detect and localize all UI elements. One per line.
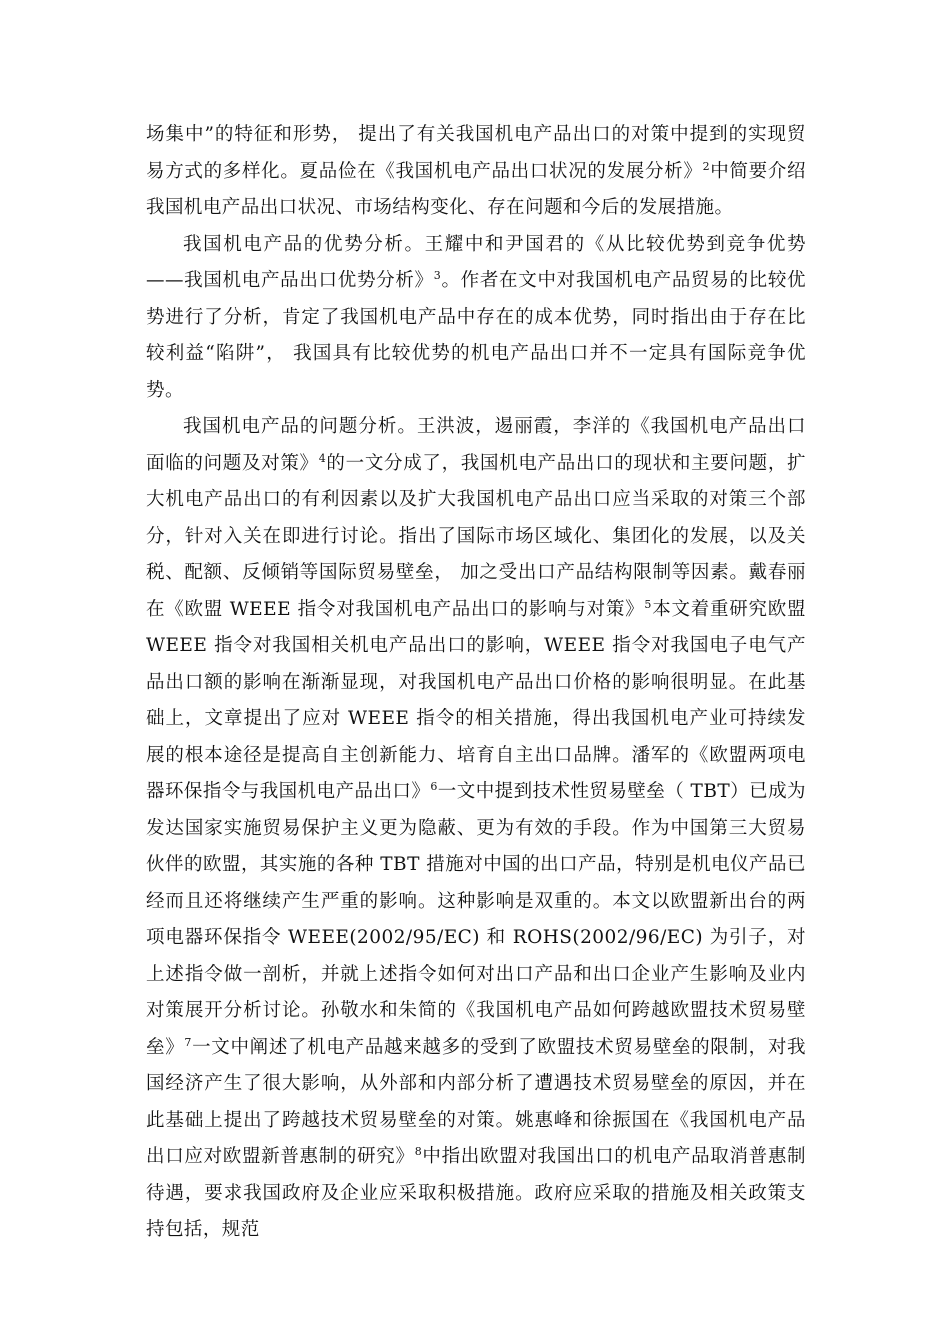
document-page: [146, 117, 806, 1249]
footnote-ref-5[interactable]: 5: [644, 597, 652, 611]
paragraph-text: 我国机电产品的问题分析。王洪波，逷丽霞，李洋的《我国机电产品出口面临的问题及对策》: [146, 416, 806, 474]
paragraph-text: 我国机电产品的优势分析。王耀中和尹国君的《从比较优势到竞争优势——我国机电产品出口优势分析》: [146, 233, 806, 291]
footnote-ref-2[interactable]: 2: [702, 159, 711, 173]
footnote-ref-4[interactable]: 4: [318, 451, 327, 465]
paragraph-3: [146, 409, 806, 1249]
paragraph-2: [146, 227, 806, 410]
footnote-ref-7[interactable]: 7: [184, 1035, 192, 1049]
paragraph-text: 中指出欧盟对我国出口的机电产品取消普惠制待遇，要求我国政府及企业应采取积极措施。政府应采取的措施及相关政策支持包括，规范: [146, 1146, 806, 1240]
paragraph-text: 一文中阐述了机电产品越来越多的受到了欧盟技术贸易壁垒的限制，对我国经济产生了很大影响，从外部和内部分析了遭遇技术贸易壁垒的原因，并在此基础上提出了跨越技术贸易壁垒的对策。姚惠峰和徐振国在《我国机电产品出口应对欧盟新普惠制的研究》: [146, 1036, 806, 1167]
paragraph-text: 中简要介绍我国机电产品出口状况、市场结构变化、存在问题和今后的发展措施。: [146, 160, 806, 218]
footnote-ref-3[interactable]: 3: [433, 269, 442, 282]
footnote-ref-8[interactable]: 8: [414, 1145, 423, 1158]
paragraph-text: 一文中提到技术性贸易壁垒（ TBT）已成为发达国家实施贸易保护主义更为隐蔽、更为有效的手段。作为中国第三大贸易伙伴的欧盟，其实施的各种 TBT 措施对中国的出口产品，特别是机电仪产品已经而且还将继续产生严重的影响。这种影响是双重的。本文以欧盟新出台的两项电器环保指令 WEEE(2002/95/EC) 和 ROHS(2002/96/EC) 为引子，对上述指令做一剖析，并就上述指令如何对出口产品和出口企业产生影响及业内对策展开分析讨论。孙敬水和朱简的《我国机电产品如何跨越欧盟技术贸易壁垒》: [146, 781, 806, 1058]
footnote-ref-6[interactable]: 6: [430, 780, 438, 793]
paragraph-text: 。作者在文中对我国机电产品贸易的比较优势进行了分析，肯定了我国机电产品中存在的成本优势，同时指出由于存在比较利益“陷阱”， 我国具有比较优势的机电产品出口并不一定具有国际竞争优势。: [146, 270, 806, 401]
paragraph-text: 本文着重研究欧盟 WEEE 指令对我国相关机电产品出口的影响，WEEE 指令对我国电子电气产品出口额的影响在渐渐显现，对我国机电产品出口价格的影响很明显。在此基础上，文章提出了应对 WEEE 指令的相关措施，得出我国机电产业可持续发展的根本途径是提高自主创新能力、培育自主出口品牌。潘军的《欧盟两项电器环保指令与我国机电产品出口》: [146, 598, 806, 802]
paragraph-text: 场集中”的特征和形势， 提出了有关我国机电产品出口的对策中提到的实现贸易方式的多样化。夏品俭在《我国机电产品出口状况的发展分析》: [146, 124, 806, 182]
paragraph-text: 的一文分成了，我国机电产品出口的现状和主要问题，扩大机电产品出口的有利因素以及扩大我国机电产品出口应当采取的对策三个部分，针对入关在即进行讨论。指出了国际市场区域化、集团化的发展，以及关税、配额、反倾销等国际贸易壁垒， 加之受出口产品结构限制等因素。戴春丽在《欧盟 WEEE 指令对我国机电产品出口的影响与对策》: [146, 452, 806, 620]
paragraph-1: [146, 117, 806, 227]
